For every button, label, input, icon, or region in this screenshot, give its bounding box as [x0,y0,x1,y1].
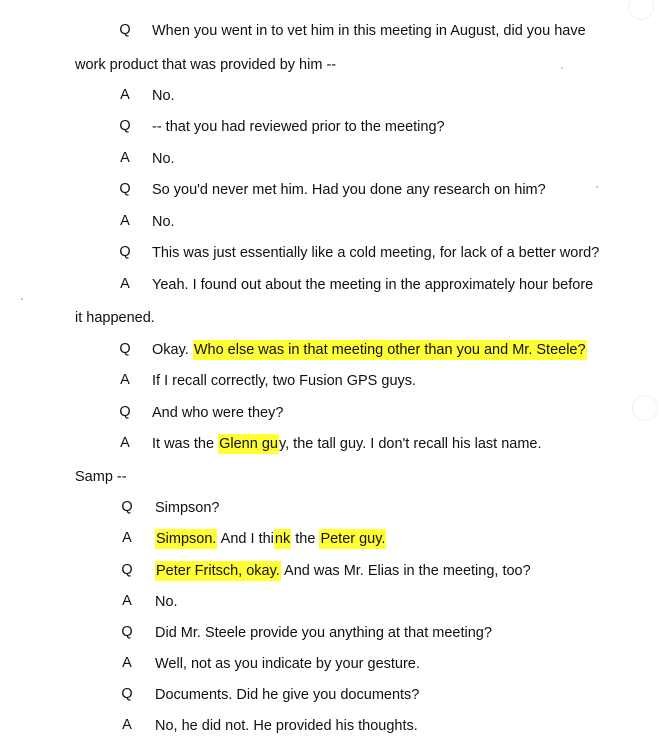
transcript-line: Well, not as you indicate by your gesture. [155,656,420,672]
scan-mark [632,395,658,421]
speaker-label: A [122,593,132,609]
speaker-label: Q [121,624,133,640]
highlight-mark: nk [274,531,291,547]
transcript-line: it happened. [75,310,155,326]
transcript-line: No, he did not. He provided his thoughts. [155,718,418,734]
speaker-label: Q [119,341,131,357]
speaker-label: A [120,87,130,103]
transcript-line: When you went in to vet him in this meeting in August, did you have [152,23,586,39]
speaker-label: Q [119,118,131,134]
transcript-line: No. [152,214,175,230]
highlight-mark: Simpson. [156,531,217,547]
speaker-label: A [120,435,130,451]
transcript-line: And who were they? [152,405,284,421]
transcript-line: This was just essentially like a cold meeting, for lack of a better word? [152,245,600,261]
speaker-label: Q [119,22,131,38]
speaker-label: A [122,530,132,546]
transcript-line: Simpson? [155,500,220,516]
highlight-mark: Glenn gu [219,436,278,452]
transcript-line: Documents. Did he give you documents? [155,687,420,703]
transcript-line: Yeah. I found out about the meeting in the approximately hour before [152,277,594,293]
speaker-label: A [120,372,130,388]
speaker-label: Q [119,244,131,260]
scan-speck [561,67,563,69]
transcript-line: Samp -- [75,469,127,485]
speaker-label: A [122,655,132,671]
speaker-label: Q [119,404,131,420]
speaker-label: Q [121,499,133,515]
scan-mark [628,0,654,20]
transcript-line: Peter Fritsch, okay. And was Mr. Elias in the meeting, too? [156,563,531,579]
speaker-label: A [120,276,130,292]
highlight-mark: Who else was in that meeting other than you and Mr. Steele? [193,342,586,358]
speaker-label: Q [119,181,131,197]
highlight-mark: Peter Fritsch, okay. [156,563,280,579]
transcript-line: Simpson. And I think the Peter guy. [156,531,386,547]
transcript-line: No. [152,88,175,104]
transcript-line: -- that you had reviewed prior to the meeting? [152,119,445,135]
transcript-line: Did Mr. Steele provide you anything at that meeting? [155,625,492,641]
speaker-label: Q [121,562,133,578]
transcript-line: It was the Glenn guy, the tall guy. I don't recall his last name. [152,436,542,452]
speaker-label: Q [121,686,133,702]
highlight-mark: Peter guy. [320,531,386,547]
speaker-label: A [120,213,130,229]
scan-speck [596,186,598,188]
transcript-line: So you'd never met him. Had you done any research on him? [152,182,546,198]
transcript-line: work product that was provided by him -- [75,57,337,73]
transcript-line: No. [155,594,178,610]
transcript-line: No. [152,151,175,167]
speaker-label: A [120,150,130,166]
transcript-line: Okay. Who else was in that meeting other than you and Mr. Steele? [152,342,586,358]
scan-speck [21,298,23,300]
transcript-line: If I recall correctly, two Fusion GPS guys. [152,373,417,389]
speaker-label: A [122,717,132,733]
